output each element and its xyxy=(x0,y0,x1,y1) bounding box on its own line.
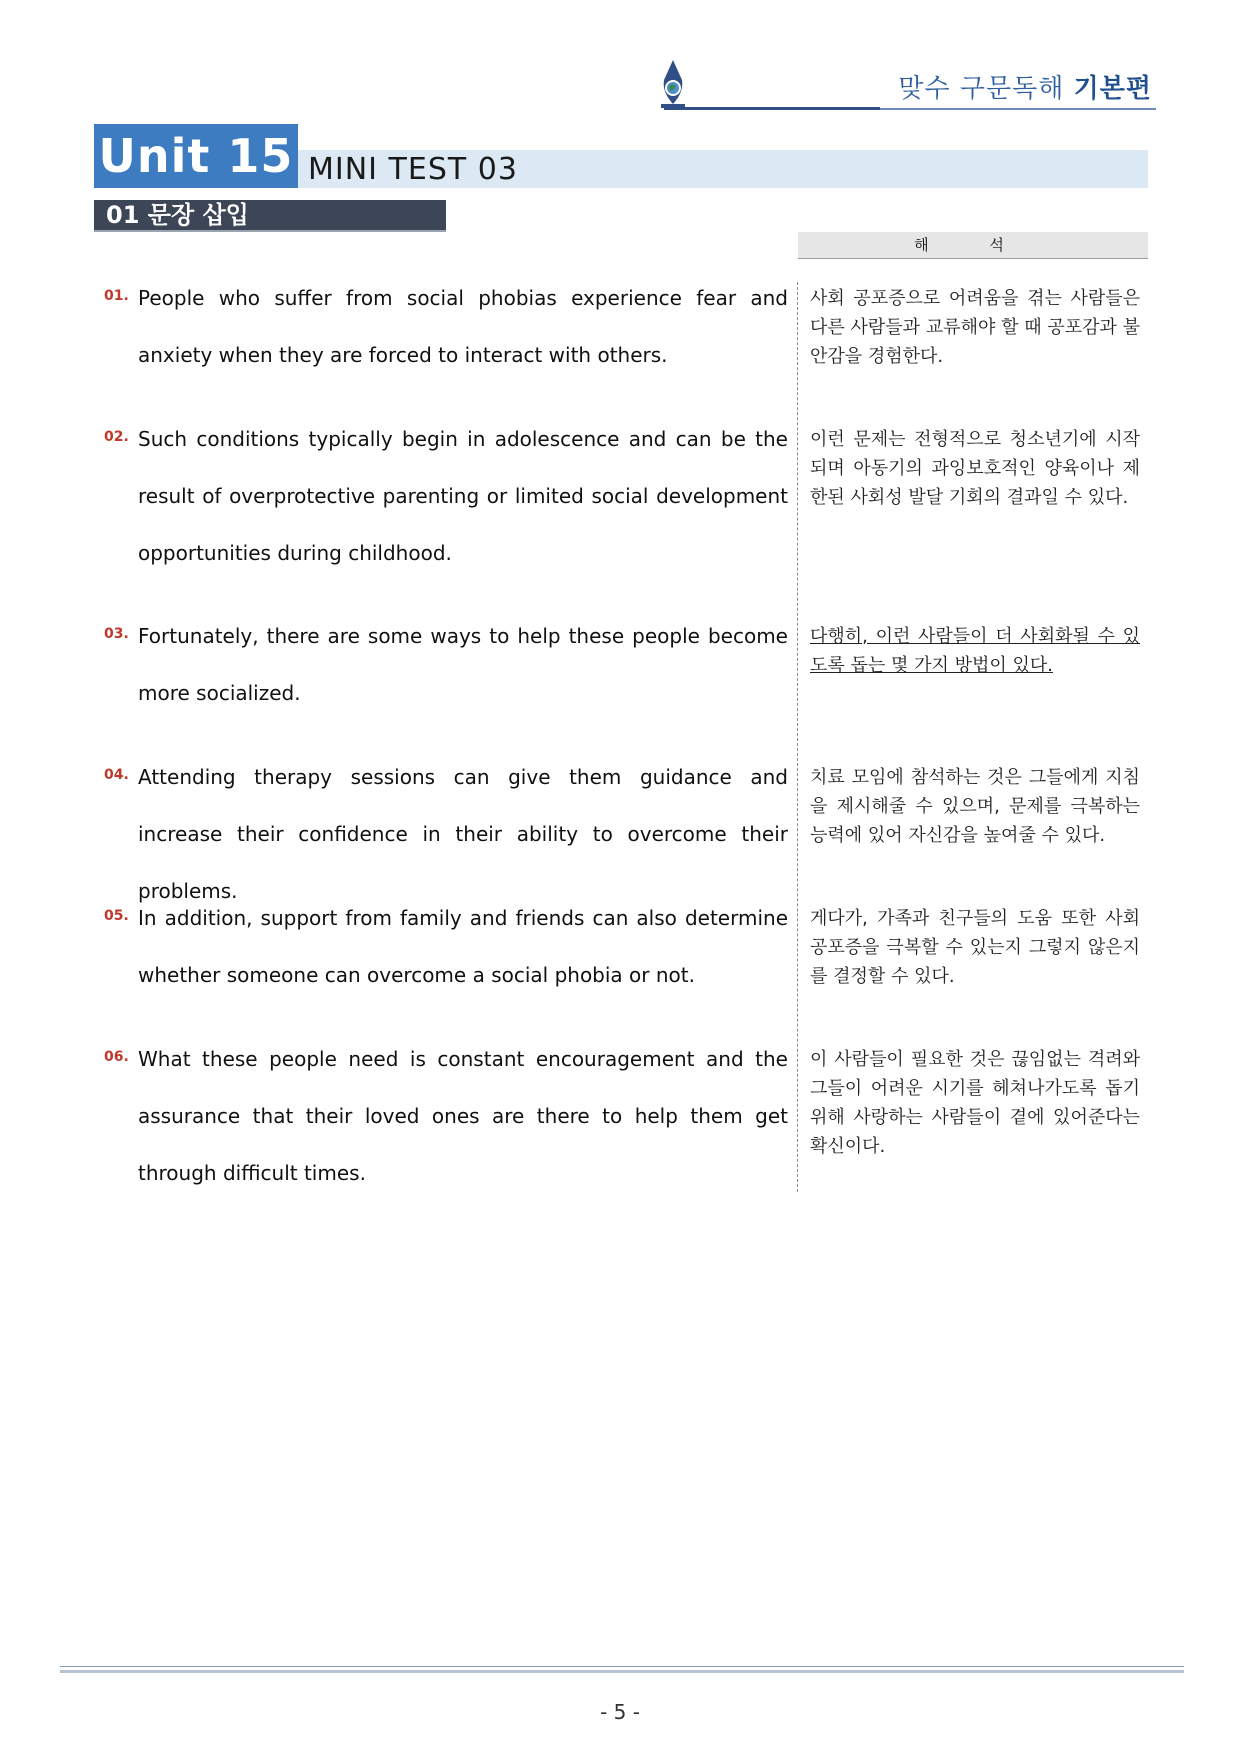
item-number: 06. xyxy=(104,1049,129,1065)
column-divider xyxy=(797,282,798,1192)
english-sentence: What these people need is constant encouragement and the assurance that their loved ones are there to help them get through difficult times. xyxy=(138,1047,788,1185)
item-number: 05. xyxy=(104,908,129,924)
list-item xyxy=(104,425,788,582)
korean-translation: 이런 문제는 전형적으로 청소년기에 시작되며 아동기의 과잉보호적인 양육이나 제한된 사회성 발달 기회의 결과일 수 있다. xyxy=(810,429,1140,508)
section-underline xyxy=(94,230,446,232)
korean-translation: 게다가, 가족과 친구들의 도움 또한 사회 공포증을 극복할 수 있는지 그렇지 않은지를 결정할 수 있다. xyxy=(810,908,1140,987)
page-number: - 5 - xyxy=(600,1700,640,1724)
section-title: 01 문장 삽입 xyxy=(94,200,446,230)
korean-translation: 사회 공포증으로 어려움을 겪는 사람들은 다른 사람들과 교류해야 할 때 공포감과 불안감을 경험한다. xyxy=(810,288,1140,367)
english-sentence: In addition, support from family and friends can also determine whether someone can overcome a social phobia or not. xyxy=(138,906,788,987)
item-number: 03. xyxy=(104,626,129,642)
list-item xyxy=(104,284,788,384)
item-number: 02. xyxy=(104,429,129,445)
translation-header: 해 석 xyxy=(798,232,1148,259)
footer-rule xyxy=(60,1666,1184,1667)
header-rule-accent xyxy=(664,107,880,110)
test-title: MINI TEST 03 xyxy=(308,152,518,187)
korean-translation: 이 사람들이 필요한 것은 끊임없는 격려와 그들이 어려운 시기를 헤쳐나가도록 돕기 위해 사랑하는 사람들이 곁에 있어준다는 확신이다. xyxy=(810,1049,1140,1157)
english-sentence: Attending therapy sessions can give them guidance and increase their confidence in their ability to overcome their problems. xyxy=(138,765,788,903)
unit-label: Unit 15 xyxy=(94,124,298,188)
item-number: 01. xyxy=(104,288,129,304)
korean-translation: 치료 모임에 참석하는 것은 그들에게 지침을 제시해줄 수 있으며, 문제를 극복하는 능력에 있어 자신감을 높여줄 수 있다. xyxy=(810,767,1140,846)
english-sentence: People who suffer from social phobias experience fear and anxiety when they are forced to interact with others. xyxy=(138,286,788,367)
english-sentence: Such conditions typically begin in adolescence and can be the result of overprotective parenting or limited social development opportunities during childhood. xyxy=(138,427,788,565)
pen-nib-globe-icon xyxy=(658,58,688,110)
series-title: 맞수 구문독해 기본편 xyxy=(898,74,1152,104)
item-number: 04. xyxy=(104,767,129,783)
english-sentence: Fortunately, there are some ways to help these people become more socialized. xyxy=(138,624,788,705)
list-item xyxy=(104,622,788,722)
list-item xyxy=(104,904,788,1004)
korean-translation: 다행히, 이런 사람들이 더 사회화될 수 있도록 돕는 몇 가지 방법이 있다. xyxy=(810,626,1140,676)
list-item xyxy=(104,1045,788,1202)
footer-rule-thick xyxy=(60,1670,1184,1673)
